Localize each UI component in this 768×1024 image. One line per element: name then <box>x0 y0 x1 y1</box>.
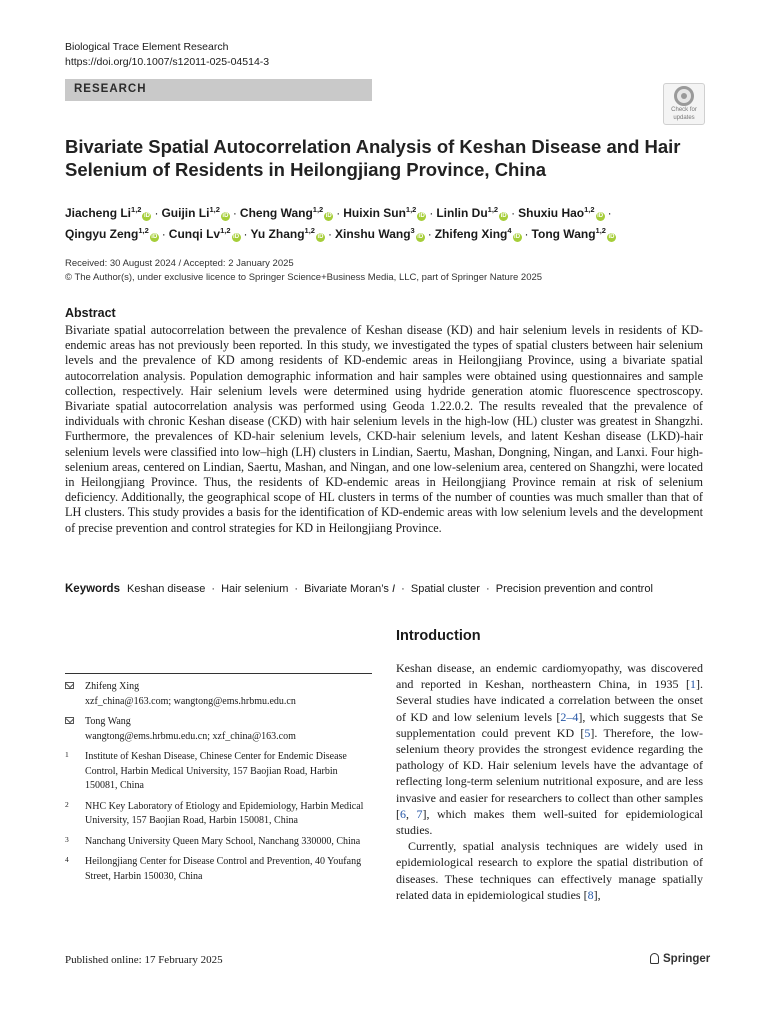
author-separator: · <box>427 227 432 241</box>
author-affiliation: 1,2 <box>209 205 220 214</box>
author[interactable]: Yu Zhang$^{1,2}$iD <box>250 226 324 241</box>
author[interactable]: Linlin Du$^{1,2}$iD <box>436 205 507 220</box>
envelope-icon <box>65 680 74 695</box>
correspondence-email[interactable]: wangtong@ems.hrbmu.edu.cn; xzf_china@163.com <box>85 730 296 742</box>
footnote-divider <box>65 673 372 674</box>
envelope-shape <box>65 682 74 689</box>
abstract-text: Bivariate spatial autocorrelation between the prevalence of Keshan disease (KD) and hair selenium levels in residents of KD-endemic areas has not previously been reported. In this study, we investigated the types of spatial clusters between hair selenium levels and the prevalence of KD among residents of KD-endemic areas in Heilongjiang Province, using a bivariate spatial autocorrelation analysis. Population demographic information and hair samples were obtained using questionnaires and sample collection, respectively. Hair selenium levels were determined using hydride generation atomic fluorescence spectroscopy. Bivariate spatial autocorrelation analysis was performed using Geoda 1.22.0.2. The results revealed that the prevalence of individuals with chronic Keshan disease (CKD) with hair selenium levels in the high-low (HL) cluster was greatest in Shangzhi. Furthermore, the prevalences of KD-hair selenium levels, CKD-hair selenium levels, and latent Keshan disease (LKD)-hair selenium levels were classified into low–high (LH) clusters in Lindian, Saertu, Mashan, Dongning, Ningan, and Lanxi. Four high-selenium areas, centered on Lindian, Saertu, Mashan, and Ningan, and one low-selenium area, centered on Shangzhi, were located in Heilongjiang Province. Thus, the residents of KD-endemic areas in Heilongjiang Province remain at risk of selenium deficiency. Additionally, the geographical scope of HL clusters in terms of the number of counties was much smaller than that of LH clusters. This study provides a basis for the identification of KD-endemic areas with low selenium levels and the development of precise prevention and control strategies for KD in Heilongjiang Province. <box>65 323 703 535</box>
author-separator: · <box>336 206 341 220</box>
author[interactable]: Zhifeng Xing$^4$iD <box>434 226 521 241</box>
citation-link[interactable]: 2–4 <box>560 709 579 724</box>
keywords-line: Keywords Keshan disease · Hair selenium · Bivariate Moran’s I · Spatial cluster · Precision prevention and control <box>65 583 653 595</box>
journal-header <box>65 40 269 70</box>
correspondence-name: Zhifeng Xing <box>85 681 140 692</box>
author-affiliation: 3 <box>410 226 415 235</box>
affiliation-entry <box>65 855 372 884</box>
envelope-shape <box>65 717 74 724</box>
orcid-icon[interactable]: iD <box>418 213 425 219</box>
correspondence-name: Tong Wang <box>85 716 131 727</box>
correspondence-entry <box>65 715 372 744</box>
correspondence-entry <box>65 680 372 709</box>
footnotes <box>65 680 372 890</box>
orcid-icon[interactable]: iD <box>608 234 615 240</box>
orcid-icon[interactable]: iD <box>597 213 604 219</box>
author[interactable]: Huixin Sun$^{1,2}$iD <box>343 205 425 220</box>
orcid-icon[interactable]: iD <box>317 234 324 240</box>
publisher-name: Springer <box>663 953 711 965</box>
check-for-updates-badge[interactable] <box>663 83 705 125</box>
springer-horse-icon <box>650 953 659 964</box>
author-separator: · <box>511 206 516 220</box>
orcid-icon[interactable]: iD <box>222 213 229 219</box>
copyright-line: © The Author(s), under exclusive licence to Springer Science+Business Media, LLC, part of Springer Nature 2025 <box>65 272 543 283</box>
orcid-icon[interactable]: iD <box>233 234 240 240</box>
author-affiliation: 1,2 <box>312 205 324 214</box>
check-updates-icon <box>674 86 694 106</box>
author-separator: · <box>429 206 434 220</box>
published-online: Published online: 17 February 2025 <box>65 954 223 966</box>
section-type-bar <box>65 79 372 101</box>
author[interactable]: Cunqi Lv$^{1,2}$iD <box>168 226 240 241</box>
orcid-icon[interactable]: iD <box>151 234 158 240</box>
citation-link[interactable]: 7 <box>416 806 423 821</box>
author-separator: · <box>327 227 332 241</box>
keyword: Bivariate Moran’s <box>304 583 389 595</box>
author-affiliation: 1,2 <box>405 205 417 214</box>
introduction-body <box>396 660 703 903</box>
author[interactable]: Shuxiu Hao$^{1,2}$iD <box>518 205 604 220</box>
author-separator: · <box>232 206 237 220</box>
author-separator: · <box>243 227 248 241</box>
author-affiliation: 1,2 <box>487 205 499 214</box>
orcid-icon[interactable]: iD <box>514 234 521 240</box>
citation-link[interactable]: 8 <box>587 887 594 902</box>
author-separator: · <box>154 206 159 220</box>
affiliation-text: Heilongjiang Center for Disease Control and Prevention, 40 Youfang Street, Harbin 150030, China <box>85 856 362 882</box>
affiliation-number: 4 <box>65 855 69 864</box>
author-list <box>65 201 685 243</box>
citation-link[interactable]: 1 <box>690 677 696 692</box>
check-updates-line-2: updates <box>673 114 695 121</box>
article-dates <box>65 257 542 285</box>
section-type-label: RESEARCH <box>74 83 147 95</box>
keyword-italic: I <box>392 583 396 595</box>
correspondence-email[interactable]: xzf_china@163.com; wangtong@ems.hrbmu.edu.cn <box>85 695 296 707</box>
author[interactable]: Cheng Wang$^{1,2}$iD <box>239 205 332 220</box>
introduction-heading: Introduction <box>396 628 481 644</box>
orcid-icon[interactable]: iD <box>325 213 332 219</box>
keyword: Hair selenium <box>221 583 289 595</box>
author[interactable]: Qingyu Zeng$^{1,2}$iD <box>65 226 158 241</box>
author-separator: · <box>607 206 612 220</box>
citation-link[interactable]: 5 <box>584 725 591 740</box>
author-affiliation: 1,2 <box>595 226 606 235</box>
affiliation-entry <box>65 750 372 794</box>
author[interactable]: Jiacheng Li$^{1,2}$iD <box>65 205 150 220</box>
intro-paragraph: Keshan disease, an endemic cardiomyopathy, was discovered and reported in Keshan, northeastern China, in 1935 [1]. Several studies have indicated a correlation between the onset of KD and low selenium levels [2–4], which suggests that Se supplementation could prevent KD [5]. Therefore, the low-selenium theory provides the strongest evidence regarding the pathology of KD. Hair selenium levels have the advantage of reflecting long-term selenium nutritional exposure, and are less invasive and easier for researchers to collect than other samples [6, 7], which makes them well-suited for epidemiological studies. <box>396 661 704 838</box>
doi-link[interactable]: https://doi.org/10.1007/s12011-025-04514-3 <box>65 56 270 68</box>
affiliation-text: Institute of Keshan Disease, Chinese Center for Endemic Disease Control, Harbin Medical University, 157 Baojian Road, Harbin 150081, China <box>85 751 347 791</box>
intro-paragraph: Currently, spatial analysis techniques are widely used in epidemiological research to explore the spatial distribution of diseases. These techniques can effectively manage spatially related data in epidemiological studies [8], <box>396 839 703 902</box>
envelope-icon <box>65 715 74 730</box>
orcid-icon[interactable]: iD <box>143 213 150 219</box>
affiliation-entry <box>65 800 372 829</box>
article-title: Bivariate Spatial Autocorrelation Analysis of Keshan Disease and Hair Selenium of Residents in Heilongjiang Province, China <box>65 136 681 180</box>
affiliation-number: 3 <box>65 834 69 844</box>
keyword: Keshan disease <box>127 583 206 595</box>
check-updates-line-1: Check for <box>671 107 697 113</box>
affiliation-entry <box>65 835 372 850</box>
author-affiliation: 1,2 <box>304 226 315 235</box>
author[interactable]: Tong Wang$^{1,2}$iD <box>531 226 615 241</box>
orcid-icon[interactable]: iD <box>500 213 507 219</box>
keyword: Spatial cluster <box>410 583 480 595</box>
citation-link[interactable]: 6 <box>400 806 406 821</box>
keyword: Precision prevention and control <box>495 583 653 595</box>
keywords-label: Keywords <box>65 583 120 595</box>
author-affiliation: 1,2 <box>220 226 231 235</box>
author-affiliation: 4 <box>507 226 512 235</box>
orcid-icon[interactable]: iD <box>417 234 424 240</box>
affiliation-number: 1 <box>65 750 69 759</box>
author[interactable]: Guijin Li$^{1,2}$iD <box>161 205 229 220</box>
affiliation-text: NHC Key Laboratory of Etiology and Epidemiology, Harbin Medical University, 157 Baojian Road, Harbin 150081, China <box>85 800 364 826</box>
author-affiliation: 1,2 <box>584 205 595 214</box>
author-affiliation: 1,2 <box>138 226 149 235</box>
journal-name: Biological Trace Element Research <box>65 41 229 53</box>
affiliation-number: 2 <box>65 799 69 809</box>
affiliation-text: Nanchang University Queen Mary School, Nanchang 330000, China <box>85 835 361 847</box>
author[interactable]: Xinshu Wang$^3$iD <box>334 226 424 241</box>
author-affiliation: 1,2 <box>131 205 142 214</box>
author-separator: · <box>161 227 166 241</box>
abstract-heading: Abstract <box>65 306 116 320</box>
author-separator: · <box>524 227 529 241</box>
publisher-logo <box>650 953 710 965</box>
received-accepted: Received: 30 August 2024 / Accepted: 2 January 2025 <box>65 258 294 269</box>
